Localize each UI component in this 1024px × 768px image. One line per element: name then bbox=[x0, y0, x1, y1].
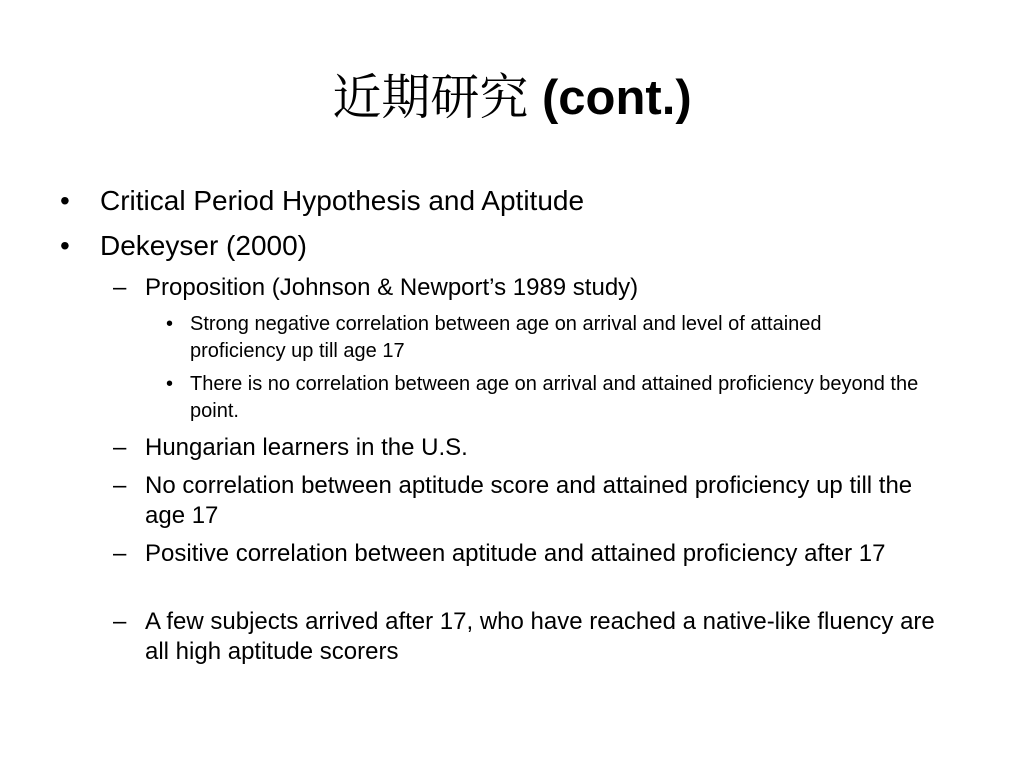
bullet-text: Dekeyser (2000) bbox=[100, 230, 307, 261]
slide-title bbox=[0, 58, 1024, 138]
sub-bullet-item bbox=[113, 273, 945, 303]
dash-marker: – bbox=[113, 434, 127, 461]
sub-bullet-text: A few subjects arrived after 17, who have reached a native-like fluency are all high aptitude scorers bbox=[145, 608, 935, 665]
bullet-marker: • bbox=[60, 185, 70, 216]
sub-bullet-text: Positive correlation between aptitude and attained proficiency after 17 bbox=[145, 540, 886, 567]
slide-title-cjk: 近期研究 bbox=[332, 69, 529, 126]
sub-bullet-item bbox=[113, 607, 945, 667]
bullet-marker: • bbox=[166, 373, 174, 395]
dash-marker: – bbox=[113, 472, 127, 499]
sub-sub-bullet-item bbox=[166, 371, 920, 425]
sub-sub-bullet-item bbox=[166, 311, 920, 365]
bullet-text: Critical Period Hypothesis and Aptitude bbox=[100, 185, 585, 216]
sub-sub-bullet-text: There is no correlation between age on arrival and attained proficiency beyond the point. bbox=[190, 373, 919, 422]
slide-title-suffix: (cont.) bbox=[528, 71, 692, 125]
bullet-item bbox=[60, 185, 960, 217]
sub-sub-bullet-text: Strong negative correlation between age on arrival and level of attained proficiency up till age 17 bbox=[190, 313, 822, 362]
sub-bullet-item bbox=[113, 539, 945, 569]
sub-bullet-item bbox=[113, 433, 945, 463]
dash-marker: – bbox=[113, 540, 127, 567]
dash-marker: – bbox=[113, 608, 127, 635]
sub-bullet-text: Hungarian learners in the U.S. bbox=[145, 434, 468, 461]
sub-bullet-text: Proposition (Johnson & Newport’s 1989 study) bbox=[145, 274, 639, 301]
sub-bullet-item bbox=[113, 471, 945, 531]
bullet-item bbox=[60, 230, 960, 262]
dash-marker: – bbox=[113, 274, 127, 301]
bullet-marker: • bbox=[166, 313, 174, 335]
sub-bullet-text: No correlation between aptitude score and attained proficiency up till the age 17 bbox=[145, 472, 913, 529]
bullet-marker: • bbox=[60, 230, 70, 261]
